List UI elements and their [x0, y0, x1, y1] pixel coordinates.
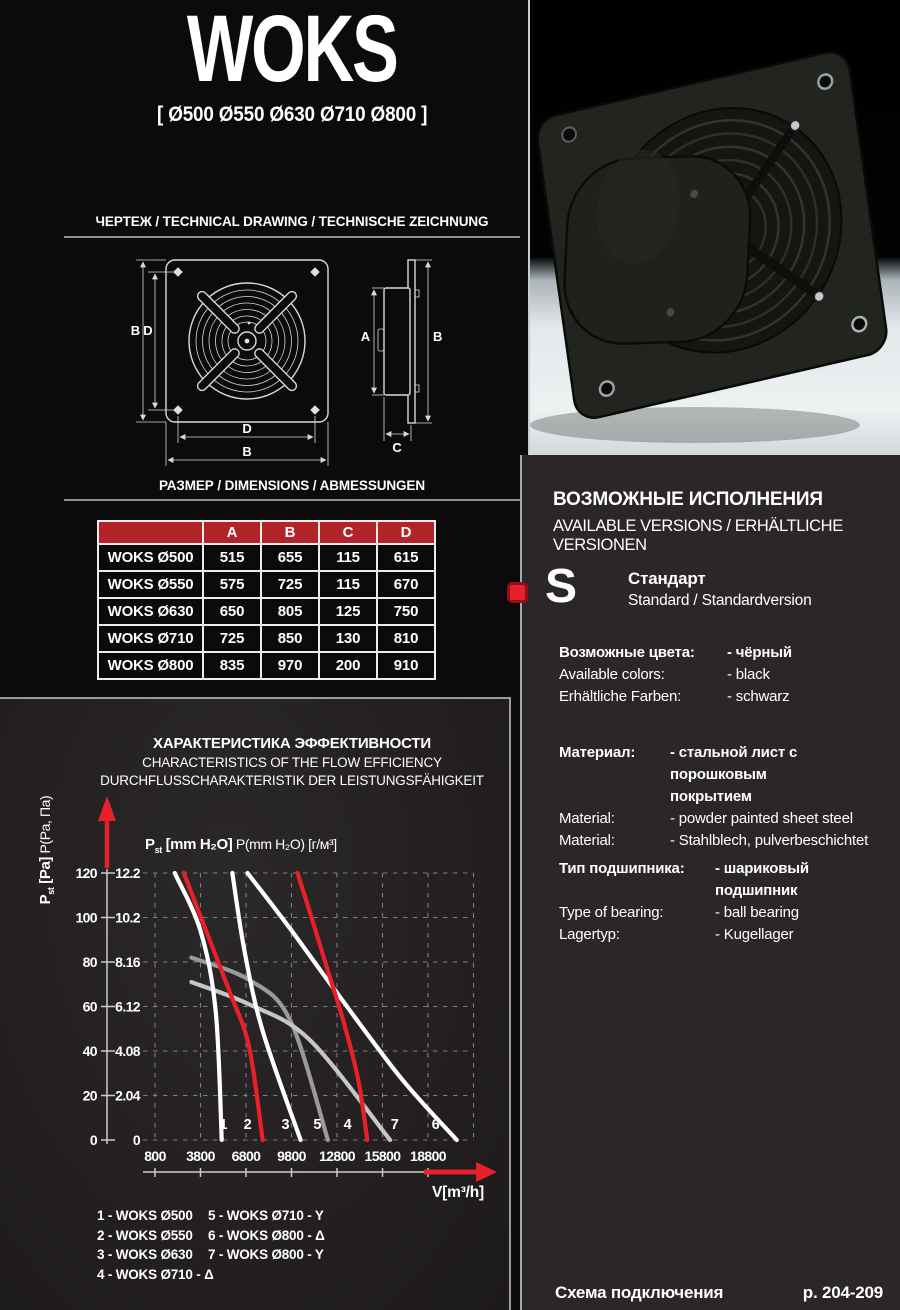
dim-label-A: A: [360, 329, 370, 344]
table-column-header: C: [319, 521, 377, 544]
spec-value-line: - стальной лист с порошковым: [670, 744, 798, 783]
table-cell-model: WOKS Ø550: [98, 571, 203, 598]
table-cell-value: 750: [377, 598, 435, 625]
table-row: [98, 625, 435, 652]
spec-value-line: - ball bearing: [715, 904, 799, 921]
table-cell-value: 910: [377, 652, 435, 679]
table-column-header: D: [377, 521, 435, 544]
table-cell-value: 670: [377, 571, 435, 598]
table-column-header: A: [203, 521, 261, 544]
table-row: [98, 544, 435, 571]
spec-label: Материал:: [559, 744, 636, 761]
spec-value-line: - black: [727, 666, 770, 683]
fan-hub-center: [245, 339, 250, 344]
table-cell-value: 970: [261, 652, 319, 679]
legend-item: 3 - WOKS Ø630: [97, 1247, 193, 1262]
curve-number-3: 3: [281, 1117, 290, 1133]
y-axis-mm-tick-label: 2.04: [115, 1087, 140, 1104]
pa-axis-title: $P_{st}$ [Pa] P(Pa, Па): [37, 795, 56, 905]
version-marker: [507, 582, 528, 603]
spec-label: Erhältliche Farben:: [559, 688, 682, 705]
page-subtitle: [57, 103, 527, 127]
curve-number-1: 1: [219, 1117, 228, 1133]
mounting-hole: [310, 405, 320, 415]
spec-value: [727, 642, 792, 664]
y-axis-mm-tick-label: 8.16: [115, 954, 140, 970]
table-cell-value: 125: [319, 598, 377, 625]
spec-block-bearing: [559, 858, 894, 946]
spec-row: [559, 924, 894, 946]
legend-item: 6 - WOKS Ø800 - Δ: [208, 1227, 325, 1243]
chart-legend-column-2: [208, 1206, 325, 1265]
mounting-hole: [173, 405, 183, 415]
table-cell-value: 655: [261, 544, 319, 571]
y-axis-arrow-head: [98, 796, 116, 821]
x-axis-arrow-head: [476, 1162, 497, 1182]
spec-value-line: - чёрный: [727, 644, 792, 661]
spec-value: [715, 858, 894, 902]
spec-value-line: покрытием: [670, 788, 752, 805]
product-photo-image: [530, 0, 900, 455]
mounting-hole: [310, 267, 320, 277]
spec-value-line: - powder painted sheet steel: [670, 810, 853, 827]
dim-label-D: D: [143, 323, 153, 338]
motor-side: [384, 288, 410, 395]
spec-block-colors: [559, 642, 894, 708]
x-axis-tick-label: 12800: [319, 1148, 355, 1164]
version-name-en-de: Standard / Standardversion: [628, 592, 812, 609]
spec-label: Lagertyp:: [559, 926, 620, 943]
x-axis-tick-label: 3800: [186, 1148, 215, 1164]
table-cell-value: 810: [377, 625, 435, 652]
page-subtitle-text: [ Ø500 Ø550 Ø630 Ø710 Ø800 ]: [156, 103, 428, 126]
dim-label-B: B: [433, 329, 443, 344]
spec-label: Available colors:: [559, 666, 665, 683]
page-title: [57, 0, 527, 100]
y-axis-pa-tick-label: 20: [82, 1087, 97, 1104]
version-name-ru: Стандарт: [628, 569, 706, 588]
table-cell-value: 650: [203, 598, 261, 625]
x-axis-tick-label: 18800: [410, 1148, 446, 1164]
spec-value: [670, 830, 868, 852]
spec-value: [727, 664, 770, 686]
spec-row: [559, 902, 894, 924]
table-cell-value: 130: [319, 625, 377, 652]
spec-value-line: - Stahlblech, pulverbeschichtet: [670, 832, 869, 849]
chart-title-de: DURCHFLUSSCHARAKTERISTIK DER LEISTUNGSFÄHIGKEIT: [100, 773, 484, 788]
spec-value: [670, 742, 894, 808]
x-axis-tick-label: 800: [144, 1148, 166, 1164]
y-axis-pa-tick-label: 100: [75, 909, 97, 926]
spec-row: [559, 858, 894, 902]
spec-value-line: - schwarz: [727, 688, 790, 705]
y-axis-mm-tick-label: 12.2: [115, 865, 140, 881]
curve-number-5: 5: [313, 1117, 322, 1133]
chart-title-en: CHARACTERISTICS OF THE FLOW EFFICIENCY: [142, 755, 442, 770]
table-column-header: B: [261, 521, 319, 544]
spec-label: Material:: [559, 810, 615, 827]
spec-label: Material:: [559, 832, 615, 849]
drawing-section-header: ЧЕРТЕЖ / TECHNICAL DRAWING / TECHNISCHE ZEICHNUNG: [95, 214, 489, 229]
table-cell-value: 200: [319, 652, 377, 679]
dim-label-B: B: [130, 323, 140, 338]
table-cell-model: WOKS Ø630: [98, 598, 203, 625]
y-axis-mm-tick-label: 0: [132, 1132, 140, 1148]
chart-title-ru: ХАРАКТЕРИСТИКА ЭФФЕКТИВНОСТИ: [153, 735, 431, 752]
divider-line: [64, 499, 520, 501]
curve-number-6: 6: [431, 1117, 440, 1133]
page-reference: p. 204-209: [802, 1283, 883, 1302]
spec-row: [559, 742, 894, 808]
spec-value: [670, 808, 853, 830]
spec-row: [559, 808, 894, 830]
y-axis-mm-tick-label: 4.08: [115, 1043, 140, 1059]
y-axis-mm-tick-label: 6.12: [115, 998, 140, 1015]
detail-dot: [248, 322, 251, 325]
table-row: [98, 571, 435, 598]
spec-block-material: [559, 742, 894, 852]
table-cell-value: 725: [203, 625, 261, 652]
table-cell-value: 575: [203, 571, 261, 598]
dim-label-D: D: [242, 421, 252, 436]
chart-legend-column-1: [97, 1206, 214, 1284]
dimensions-section-header: РАЗМЕР / DIMENSIONS / ABMESSUNGEN: [158, 478, 425, 493]
flow-efficiency-chart: [0, 700, 528, 1220]
mounting-hole: [173, 267, 183, 277]
table-column-header: [98, 521, 203, 544]
versions-header-ru: ВОЗМОЖНЫЕ ИСПОЛНЕНИЯ: [553, 489, 823, 510]
legend-item: 5 - WOKS Ø710 - Y: [208, 1208, 324, 1223]
legend-item: 2 - WOKS Ø550: [97, 1227, 193, 1243]
table-cell-value: 805: [261, 598, 319, 625]
table-cell-model: WOKS Ø500: [98, 544, 203, 571]
product-photo: [528, 0, 900, 455]
table-cell-value: 115: [319, 544, 377, 571]
x-axis-tick-label: 6800: [231, 1148, 261, 1164]
spec-value-line: - Kugellager: [715, 926, 794, 943]
curve-number-4: 4: [343, 1117, 352, 1133]
legend-item: 4 - WOKS Ø710 - Δ: [97, 1266, 214, 1282]
y-axis-pa-tick-label: 80: [82, 954, 97, 970]
page-title-text: WOKS: [187, 0, 397, 102]
spec-row: [559, 642, 894, 664]
version-code: S: [545, 560, 577, 613]
curve-number-7: 7: [390, 1117, 399, 1133]
table-cell-model: WOKS Ø800: [98, 652, 203, 679]
info-panel: [520, 455, 900, 1310]
legend-item: 1 - WOKS Ø500: [97, 1208, 193, 1223]
table-cell-model: WOKS Ø710: [98, 625, 203, 652]
spec-label: Возможные цвета:: [559, 644, 695, 661]
spec-label: Тип подшипника:: [559, 860, 685, 877]
dim-label-C: C: [392, 440, 402, 455]
table-cell-value: 115: [319, 571, 377, 598]
spec-label: Type of bearing:: [559, 904, 664, 921]
technical-drawing: [60, 245, 480, 475]
spec-value: [727, 686, 789, 708]
spec-value-line: - шариковый подшипник: [715, 860, 809, 899]
spec-row: [559, 830, 894, 852]
versions-header-en-de: AVAILABLE VERSIONS / ERHÄLTLICHE VERSIONEN: [553, 517, 843, 554]
left-column-top: [0, 0, 528, 697]
spec-value: [715, 902, 799, 924]
table-cell-value: 835: [203, 652, 261, 679]
terminal-box: [378, 329, 384, 351]
table-cell-value: 515: [203, 544, 261, 571]
spec-value: [715, 924, 793, 946]
table-row: [98, 652, 435, 679]
x-axis-tick-label: 15800: [364, 1148, 401, 1164]
dimensions-table: [97, 520, 436, 680]
y-axis-mm-tick-label: 10.2: [115, 909, 140, 926]
y-axis-pa-tick-label: 40: [82, 1043, 97, 1059]
y-axis-pa-tick-label: 120: [75, 865, 97, 881]
divider-line: [64, 236, 520, 238]
table-row: [98, 598, 435, 625]
table-cell-value: 615: [377, 544, 435, 571]
y-axis-pa-tick-label: 60: [82, 998, 97, 1015]
x-axis-unit-label: V[m³/h]: [432, 1184, 484, 1201]
mm-axis-title: $P_{st}$ [mm H₂O] P(mm H₂O) [г/м³]: [145, 836, 337, 855]
curve-number-2: 2: [243, 1117, 252, 1133]
dim-label-B: B: [242, 444, 252, 459]
spec-row: [559, 664, 894, 686]
wiring-diagram-label: Схема подключения: [555, 1283, 724, 1302]
x-axis-tick-label: 9800: [277, 1148, 306, 1164]
table-cell-value: 850: [261, 625, 319, 652]
legend-item: 7 - WOKS Ø800 - Y: [208, 1247, 324, 1262]
spec-row: [559, 686, 894, 708]
y-axis-pa-tick-label: 0: [89, 1132, 97, 1148]
table-cell-value: 725: [261, 571, 319, 598]
